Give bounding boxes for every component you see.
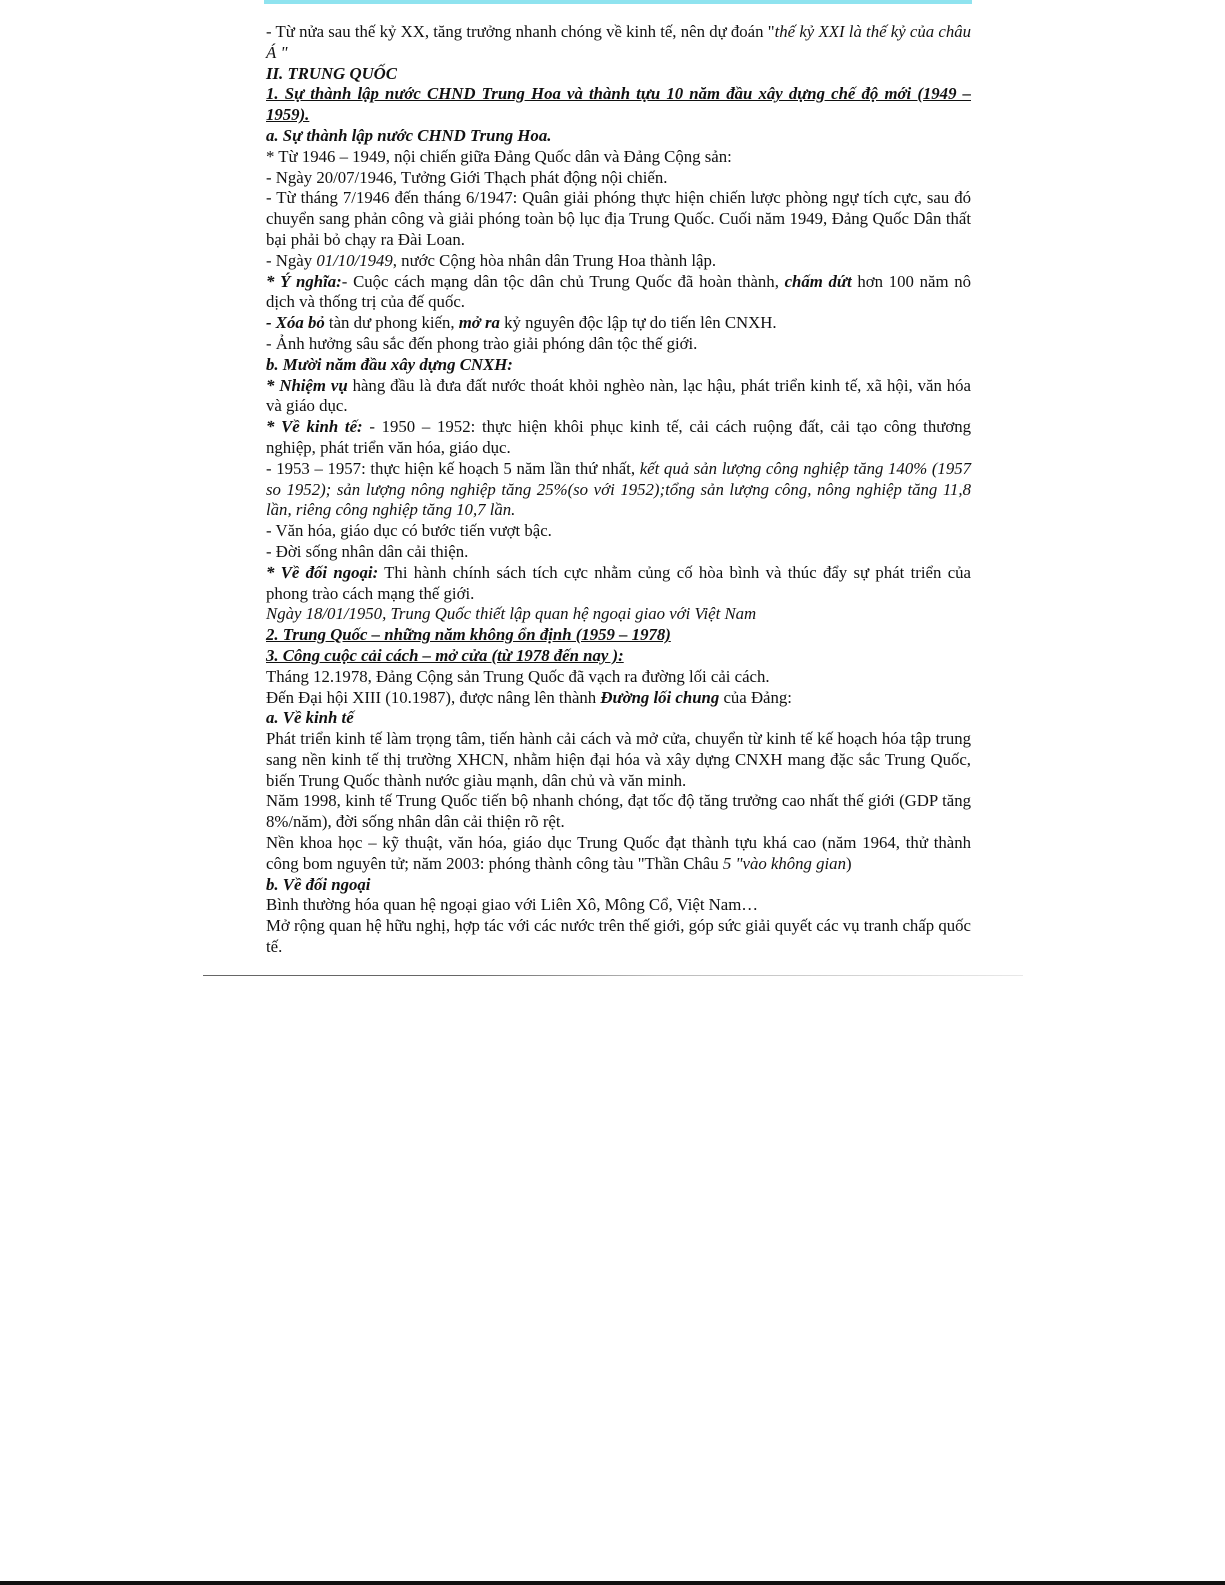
paragraph: - Ảnh hưởng sâu sắc đến phong trào giải phóng dân tộc thế giới. [266,333,698,353]
paragraph-diplomacy-date: Ngày 18/01/1950, Trung Quốc thiết lập quan hệ ngoại giao với Việt Nam [266,604,757,624]
paragraph: * Từ 1946 – 1949, nội chiến giữa Đảng Quốc dân và Đảng Cộng sản: [266,146,732,166]
paragraph: Phát triển kinh tế làm trọng tâm, tiến hành cải cách và mở cửa, chuyển từ kinh tế kế hoạch hóa tập trung sang nền kinh tế thị trường XHCN, nhằm hiện đại hóa và xây dựng CNXH mang đặc sắc Trung Quốc, biến Trung Quốc thành nước giàu mạnh, dân chủ và văn minh. [266,729,971,790]
paragraph: - Văn hóa, giáo dục có bước tiến vượt bậc. [266,521,552,541]
heading-2: 2. Trung Quốc – những năm không ổn định (1959 – 1978) [266,625,671,645]
section-heading-china: II. TRUNG QUỐC [266,63,397,83]
paragraph-economy: * Về kinh tế: - 1950 – 1952: thực hiện khôi phục kinh tế, cải cách ruộng đất, cải tạo công thương nghiệp, phát triển văn hóa, giáo dục. [266,417,971,457]
bottom-divider-fade [460,975,1023,977]
subheading-b: b. Mười năm đầu xây dựng CNXH: [266,354,513,374]
paragraph: Bình thường hóa quan hệ ngoại giao với Liên Xô, Mông Cổ, Việt Nam… [266,895,759,915]
paragraph: - Xóa bỏ tàn dư phong kiến, mở ra kỷ nguyên độc lập tự do tiến lên CNXH. [266,313,777,333]
document-body [266,22,971,958]
subheading-economy: a. Về kinh tế [266,708,354,728]
paragraph: - Ngày 01/10/1949, nước Cộng hòa nhân dân Trung Hoa thành lập. [266,250,717,270]
paragraph: Mở rộng quan hệ hữu nghị, hợp tác với các nước trên thế giới, góp sức giải quyết các vụ tranh chấp quốc tế. [266,916,971,957]
footer-bar [0,1581,1225,1585]
paragraph-five-year-plan: - 1953 – 1957: thực hiện kế hoạch 5 năm lần thứ nhất, kết quả sản lượng công nghiệp tăng 140% (1957 so 1952); sản lượng nông nghiệp tăng 25%(so với 1952);tổng sản lượng công, nông nghiệp tăng 11,8 lần, riêng công nghiệp tăng 10,7 lần. [266,458,971,520]
paragraph: Tháng 12.1978, Đảng Cộng sản Trung Quốc đã vạch ra đường lối cải cách. [266,666,770,686]
top-accent-rule [264,0,972,4]
paragraph-science: Nền khoa học – kỹ thuật, văn hóa, giáo dục Trung Quốc đạt thành tựu khá cao (năm 1964, thử thành công bom nguyên tử; năm 2003: phóng thành công tàu "Thần Châu 5 "vào không gian) [266,833,971,873]
heading-1: 1. Sự thành lập nước CHND Trung Hoa và thành tựu 10 năm đầu xây dựng chế độ mới (1949 – 1959). [266,84,971,125]
paragraph: - Từ tháng 7/1946 đến tháng 6/1947: Quân giải phóng thực hiện chiến lược phòng ngự tích cực, sau đó chuyển sang phản công và giải phóng toàn bộ lục địa Trung Quốc. Cuối năm 1949, Đảng Quốc Dân thất bại phải bỏ chạy ra Đài Loan. [266,188,971,249]
paragraph: - Ngày 20/07/1946, Tưởng Giới Thạch phát động nội chiến. [266,167,668,187]
paragraph-foreign-policy: * Về đối ngoại: Thi hành chính sách tích cực nhằm củng cố hòa bình và thúc đẩy sự phát triển của phong trào cách mạng thế giới. [266,562,971,603]
heading-3: 3. Công cuộc cải cách – mở cửa (từ 1978 đến nay ): [266,645,624,665]
paragraph: - Đời sống nhân dân cải thiện. [266,541,469,561]
paragraph: Đến Đại hội XIII (10.1987), được nâng lên thành Đường lối chung của Đảng: [266,687,792,707]
paragraph-asia-century: - Từ nửa sau thế kỷ XX, tăng trưởng nhanh chóng về kinh tế, nên dự đoán "thế kỷ XXI là thế kỷ của châu Á " [266,22,971,62]
paragraph-significance: * Ý nghĩa:- Cuộc cách mạng dân tộc dân chủ Trung Quốc đã hoàn thành, chấm dứt hơn 100 năm nô dịch và thống trị của đế quốc. [266,271,971,312]
paragraph: Năm 1998, kinh tế Trung Quốc tiến bộ nhanh chóng, đạt tốc độ tăng trưởng cao nhất thế giới (GDP tăng 8%/năm), đời sống nhân dân cải thiện rõ rệt. [266,791,971,832]
subheading-foreign: b. Về đối ngoại [266,874,371,894]
subheading-a: a. Sự thành lập nước CHND Trung Hoa. [266,125,552,145]
paragraph-tasks: * Nhiệm vụ hàng đầu là đưa đất nước thoát khỏi nghèo nàn, lạc hậu, phát triển kinh tế, xã hội, văn hóa và giáo dục. [266,375,971,416]
